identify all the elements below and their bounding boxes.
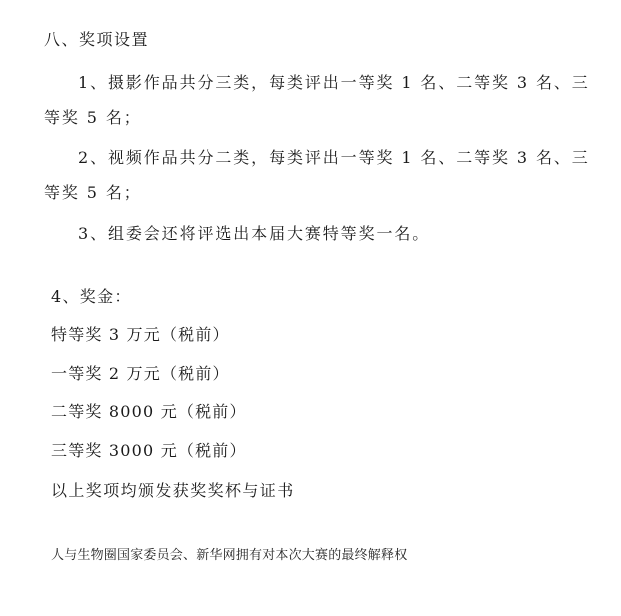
prize-entry-third: 三等奖 3000 元（税前） — [51, 441, 247, 460]
award-item-photography-line-1: 1、摄影作品共分三类，每类评出一等奖 1 名、二等奖 3 名、三 — [78, 73, 590, 92]
prize-entry-second: 二等奖 8000 元（税前） — [51, 402, 247, 421]
award-item-video-line-1: 2、视频作品共分二类，每类评出一等奖 1 名、二等奖 3 名、三 — [78, 148, 590, 167]
footer-disclaimer: 人与生物圈国家委员会、新华网拥有对本次大赛的最终解释权 — [51, 548, 408, 563]
section-heading-awards: 八、奖项设置 — [44, 30, 150, 49]
prize-entry-grand: 特等奖 3 万元（税前） — [51, 325, 230, 344]
award-item-photography-line-2: 等奖 5 名； — [44, 108, 142, 127]
prize-money-heading: 4、奖金： — [51, 287, 132, 306]
prize-entry-first: 一等奖 2 万元（税前） — [51, 364, 230, 383]
award-item-grand-prize: 3、组委会还将评选出本届大赛特等奖一名。 — [78, 224, 431, 243]
award-item-video-line-2: 等奖 5 名； — [44, 183, 142, 202]
prize-note: 以上奖项均颁发获奖奖杯与证书 — [51, 481, 295, 500]
